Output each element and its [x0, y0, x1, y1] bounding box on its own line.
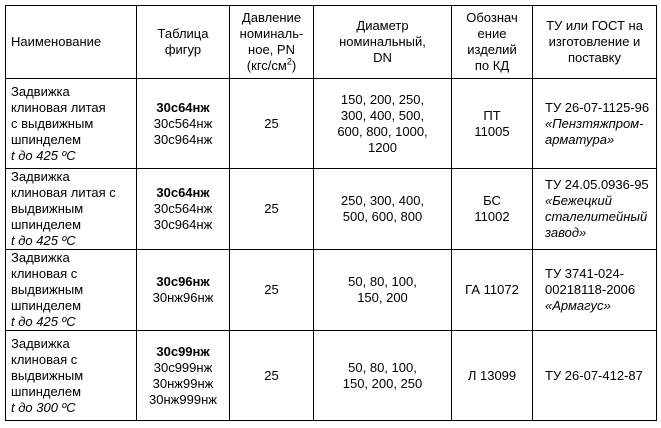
- header-designation-line: по КД: [474, 58, 510, 73]
- header-pressure-line: номиналь-: [239, 26, 304, 41]
- diameter-line: 150, 200, 250: [342, 375, 423, 391]
- designation-cell: [452, 331, 533, 421]
- name-line: шпинделем: [11, 298, 82, 313]
- name-line: клиновая с: [11, 351, 78, 367]
- table-row: [6, 169, 657, 250]
- diameter-line: 250, 300, 400,: [340, 193, 425, 208]
- pressure-cell: 25: [230, 250, 314, 331]
- standard-code: ТУ 26-07-1125-96: [545, 99, 650, 115]
- name-line: Задвижка: [11, 169, 70, 184]
- diameter-line: 500, 600, 800: [342, 209, 423, 224]
- name-line: с выдвижным: [11, 115, 94, 131]
- designation-line: 11005: [474, 123, 510, 139]
- header-pressure-unit-close: ): [291, 58, 297, 73]
- figure-cell: [137, 250, 230, 331]
- figure-variant: 30с999нж: [153, 359, 213, 375]
- name-line: шпинделем: [11, 383, 82, 399]
- header-designation-line: Обознач: [466, 10, 518, 25]
- name-cell: [6, 79, 137, 169]
- diameter-line: 300, 400, 500,: [340, 107, 425, 123]
- header-pressure-unit-sup: 2: [286, 56, 292, 67]
- designation-cell: [452, 169, 533, 250]
- diameter-line: 50, 80, 100,: [348, 274, 417, 289]
- standard-code: 00218118-2006: [545, 282, 636, 297]
- diameter-cell: [314, 331, 452, 421]
- diameter-cell: [314, 169, 452, 250]
- valve-spec-table: [5, 5, 657, 421]
- figure-main: 30с64нж: [156, 99, 210, 115]
- name-line: выдвижным: [11, 282, 84, 297]
- temperature-note: t до 425 ºC: [11, 314, 76, 329]
- figure-variant: 30нж96нж: [152, 290, 214, 305]
- manufacturer-line: арматура»: [545, 131, 615, 147]
- header-pressure-line: ное, PN: [248, 42, 295, 57]
- manufacturer-line: «Армагус»: [545, 298, 611, 313]
- figure-cell: [137, 169, 230, 250]
- name-line: Задвижка: [11, 83, 70, 99]
- name-line: клиновая литая с: [11, 185, 116, 200]
- diameter-line: 600, 800, 1000,: [337, 123, 428, 139]
- pressure-cell: 25: [230, 331, 314, 421]
- figure-variant: 30нж99нж: [152, 375, 214, 391]
- standard-cell: [533, 331, 657, 421]
- temperature-note: t до 425 ºC: [11, 147, 76, 163]
- header-designation: [452, 6, 533, 79]
- standard-cell: [533, 250, 657, 331]
- diameter-line: 1200: [368, 139, 397, 155]
- designation-cell: [452, 79, 533, 169]
- header-diameter-line: номинальный,: [339, 34, 426, 49]
- pressure-cell: 25: [230, 169, 314, 250]
- header-standard: [533, 6, 657, 79]
- figure-variant: 30с964нж: [153, 217, 213, 232]
- header-diameter-line: Диаметр: [356, 18, 409, 33]
- figure-cell: [137, 331, 230, 421]
- header-pressure-line: Давление: [241, 10, 302, 25]
- header-standard-line: поставку: [567, 50, 622, 65]
- header-pressure-unit-text: (кгс/см: [246, 58, 287, 73]
- designation-line: БС: [483, 193, 501, 208]
- designation-line: Л 13099: [467, 367, 517, 383]
- figure-variant: 30с564нж: [153, 115, 213, 131]
- standard-code: ТУ 26-07-412-87: [545, 367, 643, 383]
- standard-cell: [533, 169, 657, 250]
- temperature-note: t до 425 ºC: [11, 233, 76, 248]
- temperature-note: t до 300 ºC: [11, 399, 76, 415]
- manufacturer-line: завод»: [545, 225, 587, 240]
- name-cell: [6, 331, 137, 421]
- manufacturer-line: «Пензтяжпром-: [545, 115, 644, 131]
- header-figure-table: [137, 6, 230, 79]
- name-line: выдвижным: [11, 201, 84, 216]
- header-name: [6, 6, 137, 79]
- diameter-line: 150, 200, 250,: [340, 91, 425, 107]
- figure-main: 30с64нж: [156, 185, 210, 200]
- figure-cell: [137, 79, 230, 169]
- header-name-label: Наименование: [11, 34, 102, 49]
- header-designation-line: ение: [477, 26, 507, 41]
- diameter-line: 50, 80, 100,: [348, 359, 417, 375]
- diameter-cell: [314, 79, 452, 169]
- name-cell: [6, 169, 137, 250]
- diameter-line: 150, 200: [357, 290, 408, 305]
- header-figure-line: Таблица: [157, 26, 209, 41]
- name-line: Задвижка: [11, 335, 70, 351]
- header-pressure: [230, 6, 314, 79]
- figure-variant: 30с564нж: [153, 201, 213, 216]
- header-row: [6, 6, 657, 79]
- table-row: [6, 331, 657, 421]
- figure-variant: 30с964нж: [153, 131, 213, 147]
- table-row: [6, 79, 657, 169]
- designation-line: 11002: [474, 209, 510, 224]
- header-figure-line: фигур: [164, 42, 202, 57]
- figure-variant: 30нж999нж: [149, 391, 217, 407]
- table-row: [6, 250, 657, 331]
- designation-line: ПТ: [483, 107, 501, 123]
- designation-line: ГА 11072: [465, 282, 519, 297]
- manufacturer-line: сталелитейный: [545, 209, 648, 224]
- figure-main: 30с96нж: [156, 274, 210, 289]
- header-diameter-line: DN: [373, 50, 392, 65]
- name-cell: [6, 250, 137, 331]
- name-line: клиновая литая: [11, 99, 106, 115]
- name-line: Задвижка: [11, 250, 70, 265]
- name-line: шпинделем: [11, 217, 82, 232]
- name-line: шпинделем: [11, 131, 82, 147]
- pressure-cell: 25: [230, 79, 314, 169]
- header-designation-line: изделий: [467, 42, 517, 57]
- standard-code: ТУ 24.05.0936-95: [545, 177, 649, 192]
- header-standard-line: изготовление и: [548, 34, 641, 49]
- designation-cell: [452, 250, 533, 331]
- standard-code: ТУ 3741-024-: [545, 266, 625, 281]
- name-line: выдвижным: [11, 367, 84, 383]
- manufacturer-line: «Бежецкий: [545, 193, 612, 208]
- figure-main: 30с99нж: [156, 343, 210, 359]
- header-diameter: [314, 6, 452, 79]
- header-standard-line: ТУ или ГОСТ на: [546, 18, 643, 33]
- name-line: клиновая с: [11, 266, 78, 281]
- header-pressure-unit: [233, 58, 310, 74]
- diameter-cell: [314, 250, 452, 331]
- standard-cell: [533, 79, 657, 169]
